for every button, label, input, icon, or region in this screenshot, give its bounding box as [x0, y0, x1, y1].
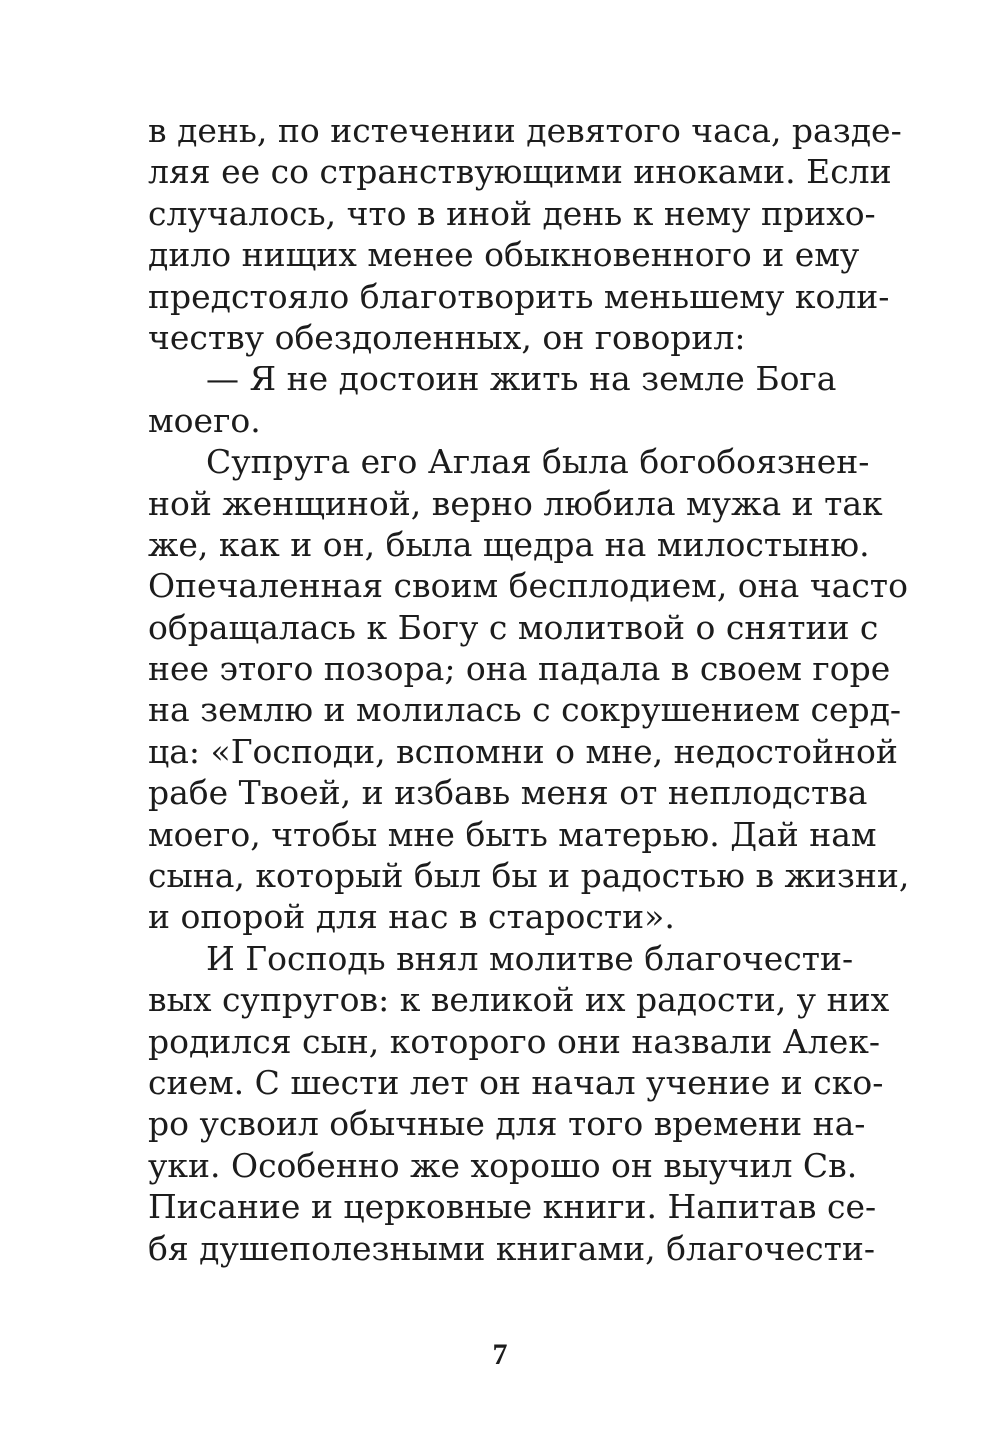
text-line: же, как и он, была щедра на милостыню. — [148, 524, 870, 564]
text-line: случалось, что в иной день к нему прихо- — [148, 193, 876, 233]
text-line: рабе Твоей, и избавь меня от неплодства — [148, 773, 868, 813]
body-text — [148, 110, 910, 1269]
text-line: Писание и церковные книги. Напитав се- — [148, 1187, 877, 1227]
text-line: моего. — [148, 400, 261, 440]
text-line: сием. С шести лет он начал учение и ско- — [148, 1062, 884, 1102]
text-line: нее этого позора; она падала в своем горе — [148, 649, 891, 689]
text-line: Опечаленная своим бесплодием, она часто — [148, 566, 908, 606]
text-line: ляя ее со странствующими иноками. Если — [148, 152, 892, 192]
text-line: уки. Особенно же хорошо он выучил Св. — [148, 1145, 858, 1185]
page-number: 7 — [492, 1338, 508, 1371]
text-line: ца: «Господи, вспомни о мне, недостойной — [148, 731, 898, 771]
text-line: ро усвоил обычные для того времени на- — [148, 1104, 866, 1144]
text-line: моего, чтобы мне быть матерью. Дай нам — [148, 814, 877, 854]
text-line: И Господь внял молитве благочести- — [206, 938, 854, 978]
text-line: — Я не достоин жить на земле Бога — [206, 359, 837, 399]
text-line: ной женщиной, верно любила мужа и так — [148, 483, 883, 523]
text-line: предстояло благотворить меньшему коли- — [148, 276, 890, 316]
text-line: сына, который был бы и радостью в жизни, — [148, 856, 910, 896]
text-line: дило нищих менее обыкновенного и ему — [148, 235, 860, 275]
text-line: честву обездоленных, он говорил: — [148, 317, 746, 357]
text-line: в день, по истечении девятого часа, разде- — [148, 111, 902, 150]
text-line: вых супругов: к великой их радости, у них — [148, 980, 890, 1020]
text-line: обращалась к Богу с молитвой о снятии с — [148, 607, 879, 647]
text-line: на землю и молилась с сокрушением серд- — [148, 690, 902, 730]
text-line: Супруга его Аглая была богобоязнен- — [206, 442, 870, 482]
text-line: бя душеполезными книгами, благочести- — [148, 1228, 875, 1268]
text-line: и опорой для нас в старости». — [148, 897, 675, 937]
text-line: родился сын, которого они назвали Алек- — [148, 1021, 881, 1061]
